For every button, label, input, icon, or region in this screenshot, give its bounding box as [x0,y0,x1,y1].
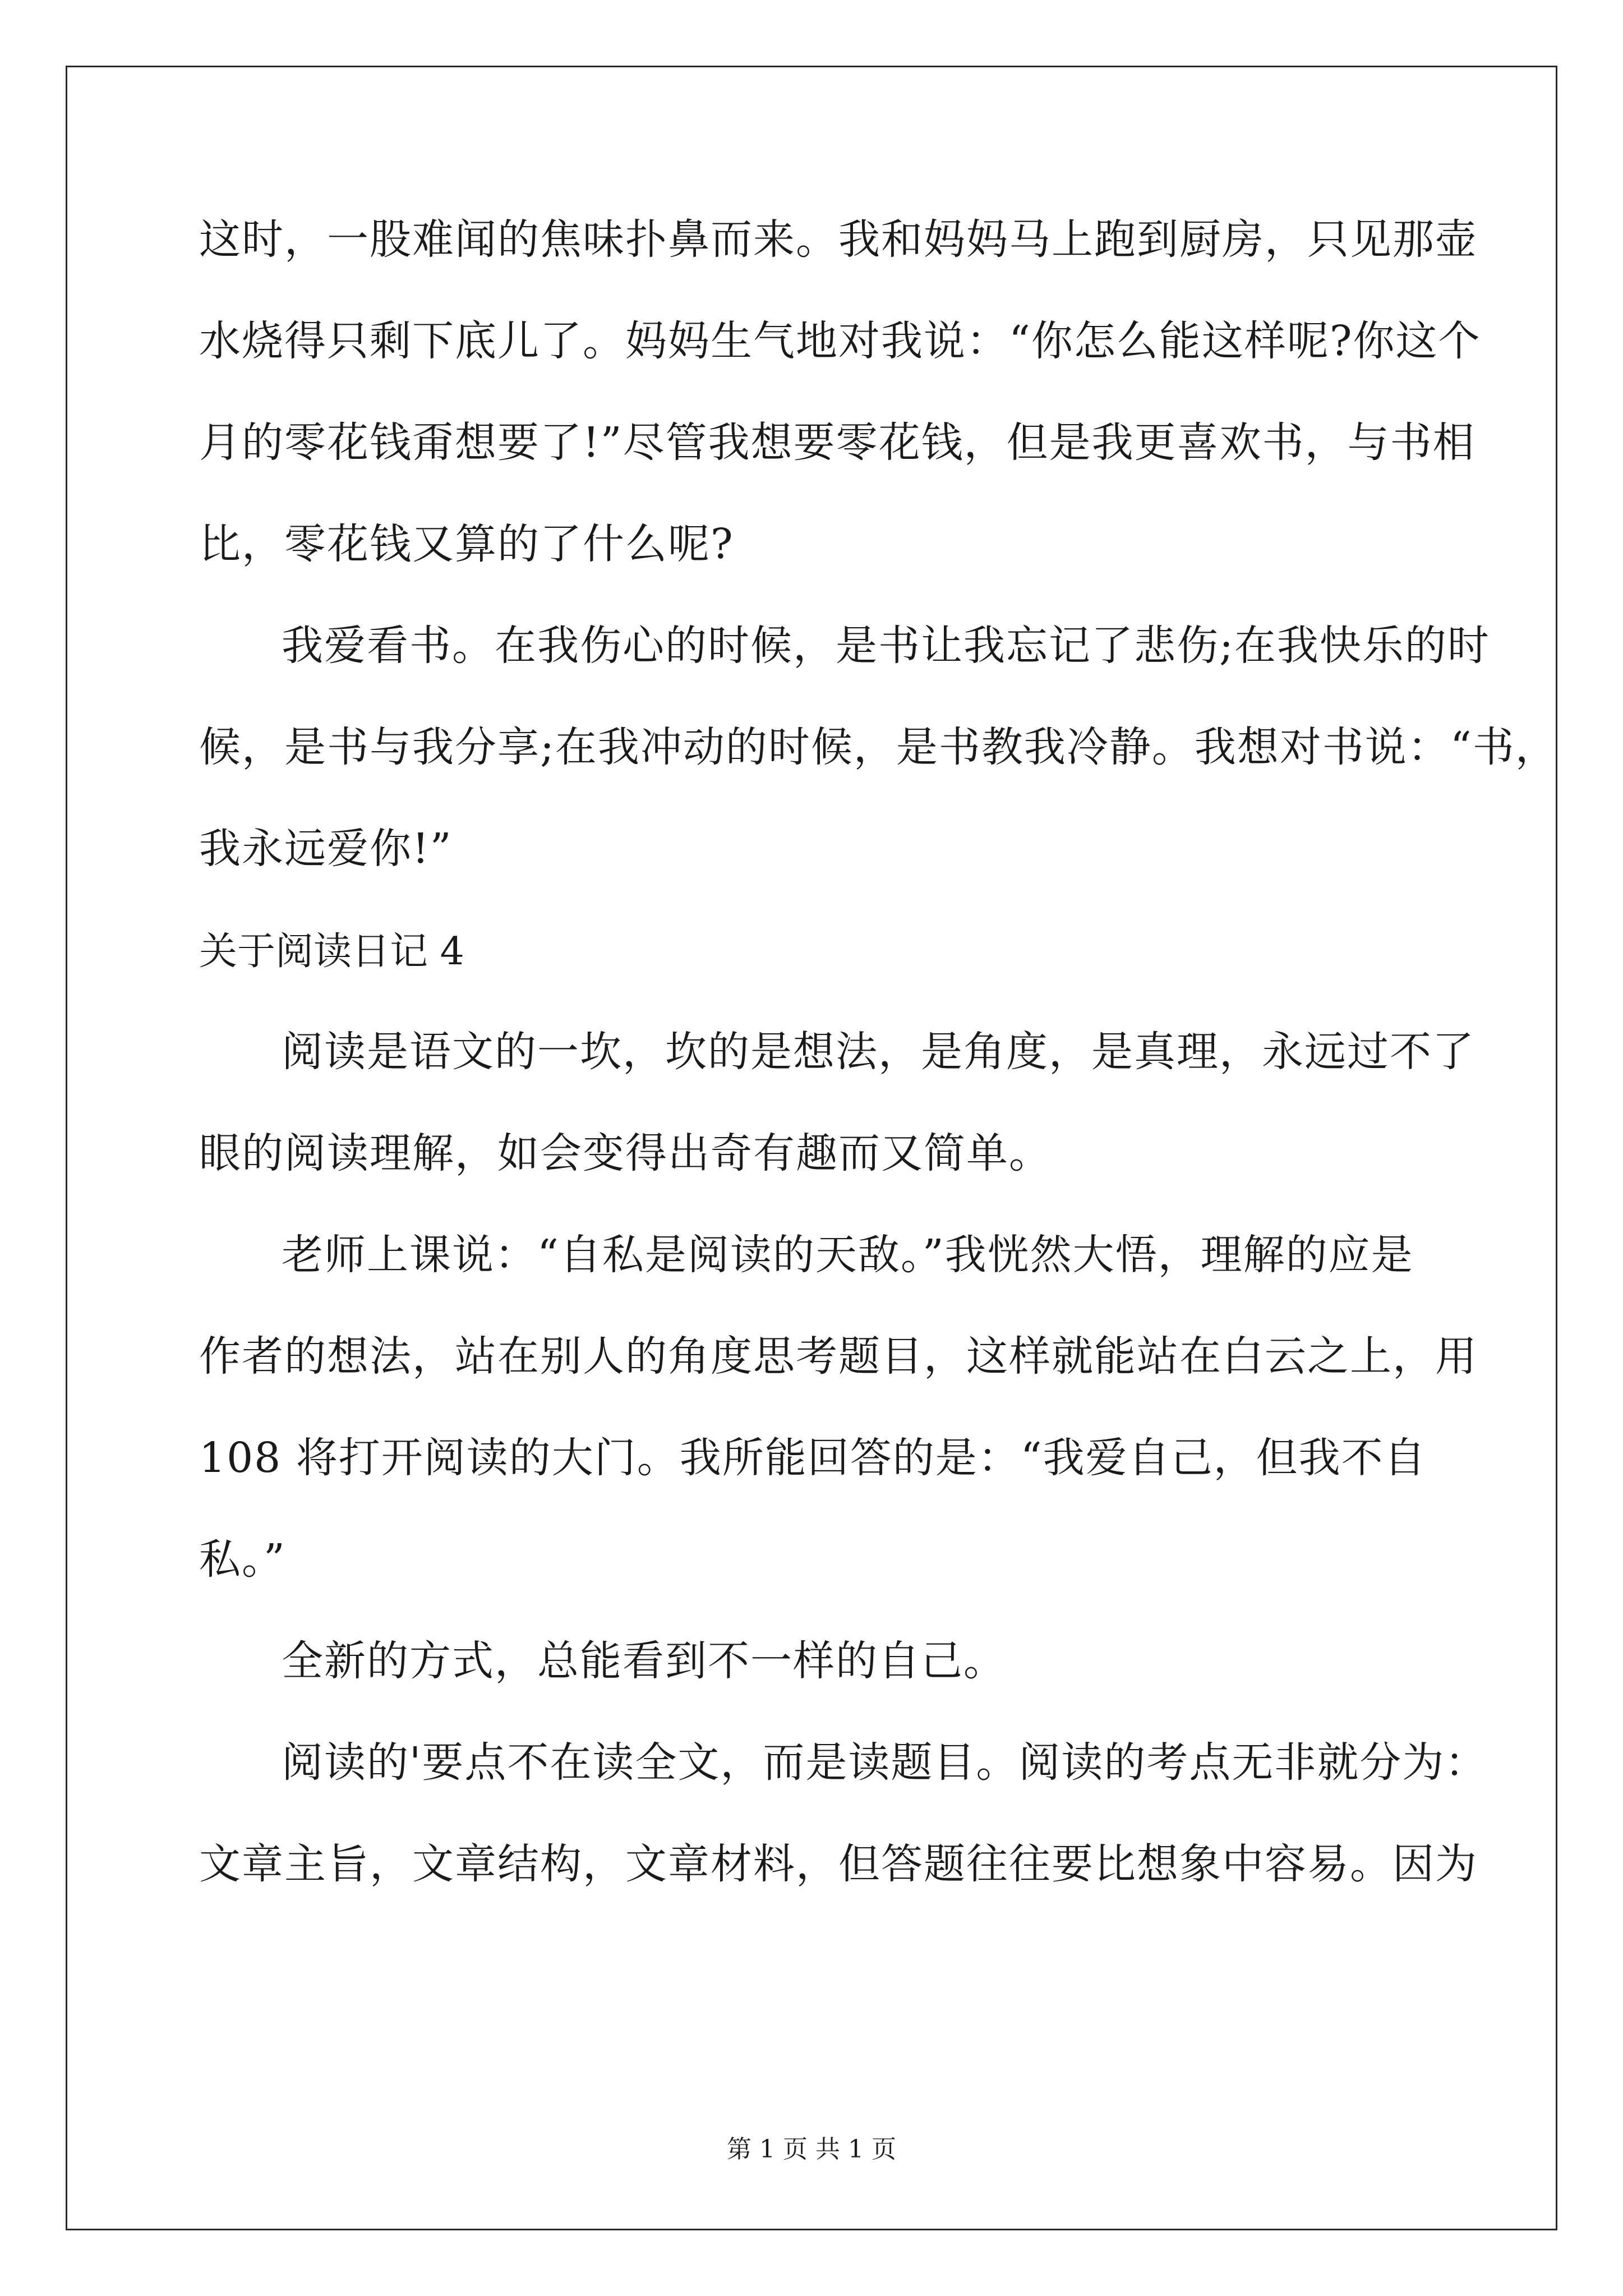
paragraph-start-line: 全新的方式，总能看到不一样的自己。 [282,1637,1006,1685]
paragraph-start-line: 我爱看书。在我伤心的时候，是书让我忘记了悲伤;在我快乐的时 [282,622,1490,670]
text-line: 文章主旨，文章结构，文章材料，但答题往往要比想象中容易。因为 [199,1840,1478,1888]
text-line: 月的零花钱甭想要了!”尽管我想要零花钱，但是我更喜欢书，与书相 [199,418,1476,467]
text-line: 眼的阅读理解，如会变得出奇有趣而又简单。 [199,1129,1052,1177]
text-line: 108 将打开阅读的大门。我所能回答的是：“我爱自己，但我不自 [199,1434,1427,1482]
page-number-footer: 第 1 页 共 1 页 [727,2135,896,2164]
text-line: 私。” [199,1535,286,1584]
paragraph-start-line: 老师上课说：“自私是阅读的天敌。”我恍然大悟，理解的应是 [282,1231,1414,1279]
text-line: 比，零花钱又算的了什么呢? [199,520,734,568]
section-heading: 关于阅读日记 4 [199,930,464,974]
text-line: 候，是书与我分享;在我冲动的时候，是书教我冷静。我想对书说：“书， [199,723,1558,771]
paragraph-start-line: 阅读是语文的一坎，坎的是想法，是角度，是真理，永远过不了 [282,1028,1475,1076]
text-line: 这时，一股难闻的焦味扑鼻而来。我和妈妈马上跑到厨房，只见那壶 [199,215,1478,264]
paragraph-start-line: 阅读的'要点不在读全文，而是读题目。阅读的考点无非就分为： [282,1738,1488,1787]
text-line: 我永远爱你!” [199,825,453,873]
text-line: 水烧得只剩下底儿了。妈妈生气地对我说：“你怎么能这样呢?你这个 [199,317,1481,365]
text-line: 作者的想法，站在别人的角度思考题目，这样就能站在白云之上，用 [199,1332,1478,1381]
